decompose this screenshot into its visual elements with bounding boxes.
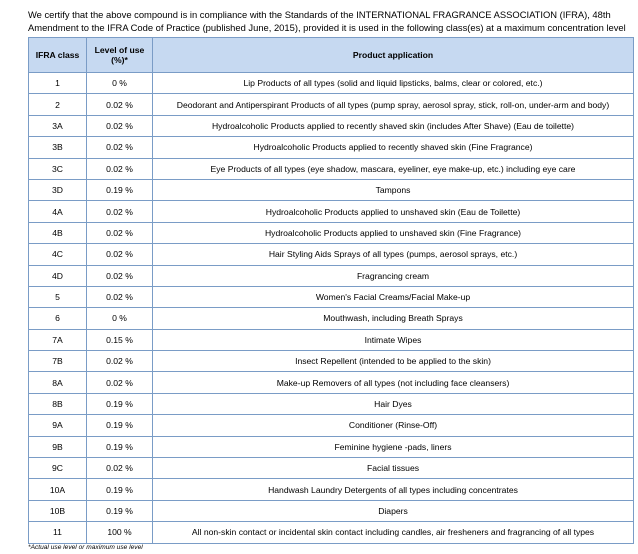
cell-ifra-class: 9A (29, 415, 87, 436)
table-row (29, 479, 634, 500)
cell-ifra-class: 7A (29, 329, 87, 350)
cell-ifra-class: 4D (29, 265, 87, 286)
table-row (29, 415, 634, 436)
cell-level-of-use: 0.19 % (87, 393, 153, 414)
table-row (29, 500, 634, 521)
cell-level-of-use: 0.19 % (87, 500, 153, 521)
cell-level-of-use: 0.02 % (87, 351, 153, 372)
cell-ifra-class: 4A (29, 201, 87, 222)
table-row (29, 94, 634, 115)
cell-product-application: Insect Repellent (intended to be applied to the skin) (153, 351, 634, 372)
table-row (29, 179, 634, 200)
cell-level-of-use: 0.02 % (87, 115, 153, 136)
table-row (29, 158, 634, 179)
table-row (29, 372, 634, 393)
table-header-row (29, 38, 634, 73)
table-row (29, 308, 634, 329)
cell-product-application: Women's Facial Creams/Facial Make-up (153, 286, 634, 307)
cell-ifra-class: 9C (29, 458, 87, 479)
header-product-application: Product application (153, 38, 634, 73)
cell-ifra-class: 10B (29, 500, 87, 521)
cell-product-application: Hair Styling Aids Sprays of all types (pumps, aerosol sprays, etc.) (153, 244, 634, 265)
table-row (29, 222, 634, 243)
cell-product-application: Facial tissues (153, 458, 634, 479)
cell-level-of-use: 0.02 % (87, 265, 153, 286)
cell-level-of-use: 0.02 % (87, 201, 153, 222)
cell-product-application: Hair Dyes (153, 393, 634, 414)
table-row (29, 244, 634, 265)
table-row (29, 115, 634, 136)
table-row (29, 286, 634, 307)
cell-level-of-use: 0.02 % (87, 244, 153, 265)
cell-product-application: Feminine hygiene -pads, liners (153, 436, 634, 457)
cell-level-of-use: 0 % (87, 308, 153, 329)
cell-level-of-use: 0.02 % (87, 372, 153, 393)
cell-product-application: Make-up Removers of all types (not including face cleansers) (153, 372, 634, 393)
footnote: *Actual use level or maximum use level (28, 544, 143, 551)
cell-ifra-class: 3D (29, 179, 87, 200)
cell-product-application: Lip Products of all types (solid and liquid lipsticks, balms, clear or colored, etc.) (153, 73, 634, 94)
table-row (29, 393, 634, 414)
table-row (29, 201, 634, 222)
table-row (29, 351, 634, 372)
cell-ifra-class: 8B (29, 393, 87, 414)
cell-product-application: Hydroalcoholic Products applied to unshaved skin (Eau de Toilette) (153, 201, 634, 222)
cell-ifra-class: 3A (29, 115, 87, 136)
cell-product-application: Fragrancing cream (153, 265, 634, 286)
cell-product-application: Diapers (153, 500, 634, 521)
cell-product-application: Hydroalcoholic Products applied to recently shaved skin (Fine Fragrance) (153, 137, 634, 158)
table-row (29, 458, 634, 479)
header-ifra-class: IFRA class (29, 38, 87, 73)
cell-ifra-class: 5 (29, 286, 87, 307)
cell-ifra-class: 8A (29, 372, 87, 393)
cell-level-of-use: 0.19 % (87, 179, 153, 200)
cell-ifra-class: 3B (29, 137, 87, 158)
cell-ifra-class: 4C (29, 244, 87, 265)
cell-ifra-class: 10A (29, 479, 87, 500)
intro-paragraph: We certify that the above compound is in compliance with the Standards of the INTERNATIONAL FRAGRANCE ASSOCIATION (IFRA), 48th Amendment to the IFRA Code of Practice (published June, 2015), provided it is used in the following class(es) at a maximum concentration level (28, 9, 626, 33)
cell-ifra-class: 7B (29, 351, 87, 372)
table-body (29, 73, 634, 544)
cell-ifra-class: 6 (29, 308, 87, 329)
cell-level-of-use: 0.19 % (87, 436, 153, 457)
cell-ifra-class: 11 (29, 522, 87, 543)
table-row (29, 329, 634, 350)
cell-level-of-use: 100 % (87, 522, 153, 543)
table-row (29, 265, 634, 286)
cell-level-of-use: 0.19 % (87, 479, 153, 500)
cell-level-of-use: 0.02 % (87, 286, 153, 307)
cell-product-application: All non-skin contact or incidental skin contact including candles, air fresheners and fragrancing of all types (153, 522, 634, 543)
ifra-class-table (28, 37, 634, 544)
cell-level-of-use: 0.02 % (87, 137, 153, 158)
cell-level-of-use: 0.02 % (87, 222, 153, 243)
table-row (29, 73, 634, 94)
cell-ifra-class: 4B (29, 222, 87, 243)
cell-ifra-class: 1 (29, 73, 87, 94)
cell-ifra-class: 2 (29, 94, 87, 115)
cell-product-application: Hydroalcoholic Products applied to recently shaved skin (includes After Shave) (Eau de toilette) (153, 115, 634, 136)
cell-product-application: Handwash Laundry Detergents of all types including concentrates (153, 479, 634, 500)
cell-level-of-use: 0.02 % (87, 158, 153, 179)
table-row (29, 436, 634, 457)
cell-level-of-use: 0.02 % (87, 458, 153, 479)
cell-product-application: Hydroalcoholic Products applied to unshaved skin (Fine Fragrance) (153, 222, 634, 243)
table-row (29, 137, 634, 158)
cell-product-application: Eye Products of all types (eye shadow, mascara, eyeliner, eye make-up, etc.) including eye care (153, 158, 634, 179)
cell-product-application: Deodorant and Antiperspirant Products of all types (pump spray, aerosol spray, stick, roll-on, under-arm and body) (153, 94, 634, 115)
cell-level-of-use: 0.02 % (87, 94, 153, 115)
cell-level-of-use: 0 % (87, 73, 153, 94)
cell-product-application: Conditioner (Rinse-Off) (153, 415, 634, 436)
table-row (29, 522, 634, 543)
header-level-of-use: Level of use (%)* (87, 38, 153, 73)
cell-product-application: Intimate Wipes (153, 329, 634, 350)
cell-product-application: Mouthwash, including Breath Sprays (153, 308, 634, 329)
cell-ifra-class: 9B (29, 436, 87, 457)
cell-level-of-use: 0.15 % (87, 329, 153, 350)
cell-level-of-use: 0.19 % (87, 415, 153, 436)
cell-ifra-class: 3C (29, 158, 87, 179)
cell-product-application: Tampons (153, 179, 634, 200)
